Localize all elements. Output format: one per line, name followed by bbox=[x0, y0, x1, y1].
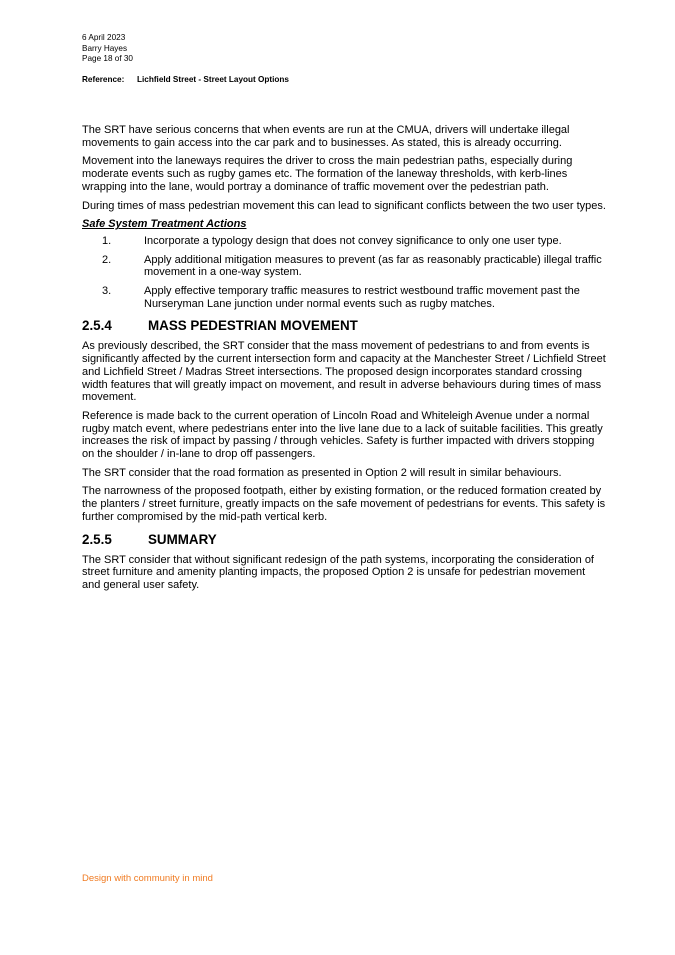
paragraph: The SRT consider that without significant redesign of the path systems, incorporating the consideration of street furniture and amenity planting impacts, the proposed Option 2 is unsafe for pedestrian movement and general user safety. bbox=[82, 553, 594, 591]
page-number: Page 18 of 30 bbox=[82, 54, 133, 63]
paragraph: Reference is made back to the current operation of Lincoln Road and Whiteleigh Avenue under a normal rugby match event, where pedestrians enter into the live lane due to a lack of suitable facilities. This greatly increases the risk of impact by passing / through vehicles. Safety is further impacted with drivers stopping on the shoulder / in-lane to drop off passengers. bbox=[82, 409, 603, 461]
list-number: 2. bbox=[102, 253, 112, 266]
footer-tagline: Design with community in mind bbox=[82, 873, 213, 884]
page-meta bbox=[82, 33, 133, 65]
section-number: 2.5.4 bbox=[82, 318, 112, 334]
reference-value: Lichfield Street - Street Layout Options bbox=[137, 75, 289, 84]
section-number: 2.5.5 bbox=[82, 531, 112, 547]
list-item bbox=[82, 285, 606, 310]
treatment-heading: Safe System Treatment Actions bbox=[82, 218, 247, 231]
section-heading-254 bbox=[82, 318, 606, 333]
reference-label: Reference: bbox=[82, 75, 125, 84]
reference-line bbox=[82, 75, 289, 84]
list-number: 1. bbox=[102, 234, 112, 247]
section-title: MASS PEDESTRIAN MOVEMENT bbox=[148, 318, 358, 334]
treatment-list bbox=[82, 235, 606, 311]
list-text: Incorporate a typology design that does not convey significance to only one user type. bbox=[144, 234, 562, 247]
section-title: SUMMARY bbox=[148, 531, 217, 547]
list-text: Apply effective temporary traffic measures to restrict westbound traffic movement past the Nurseryman Lane junction under normal events such as rugby matches. bbox=[144, 285, 580, 310]
paragraph: The narrowness of the proposed footpath, either by existing formation, or the reduced formation created by the planters / street furniture, greatly impacts on the safe movement of pedestrians for events. This safety is further compromised by the mid-path vertical kerb. bbox=[82, 485, 606, 523]
list-number: 3. bbox=[102, 285, 112, 298]
list-item bbox=[82, 254, 606, 279]
paragraph: The SRT have serious concerns that when events are run at the CMUA, drivers will undertake illegal movements to gain access into the car park and to businesses. As stated, this is already occurring. bbox=[82, 124, 570, 149]
paragraph: The SRT consider that the road formation as presented in Option 2 will result in similar behaviours. bbox=[82, 466, 562, 479]
section-heading-255 bbox=[82, 532, 606, 547]
list-item bbox=[82, 235, 606, 248]
list-text: Apply additional mitigation measures to prevent (as far as reasonably practicable) illegal traffic movement in a one-way system. bbox=[144, 253, 602, 279]
paragraph: Movement into the laneways requires the driver to cross the main pedestrian paths, especially during moderate events such as rugby games etc. The formation of the laneway thresholds, with kerb-lines wrapping into the lane, would portray a dominance of traffic movement over the pedestrian path. bbox=[82, 155, 573, 193]
paragraph: During times of mass pedestrian movement this can lead to significant conflicts between the two user types. bbox=[82, 199, 606, 212]
doc-author: Barry Hayes bbox=[82, 43, 128, 53]
paragraph: As previously described, the SRT consider that the mass movement of pedestrians to and from events is significantly affected by the current intersection form and capacity at the Manchester Street / Lichfield Street and Lichfield Street / Madras Street intersections. The proposed design incorporates standard crossing width features that will greatly impact on movement, and result in adverse behaviours during times of mass movement. bbox=[82, 340, 606, 404]
body-content bbox=[82, 124, 606, 598]
doc-date: 6 April 2023 bbox=[82, 33, 126, 42]
